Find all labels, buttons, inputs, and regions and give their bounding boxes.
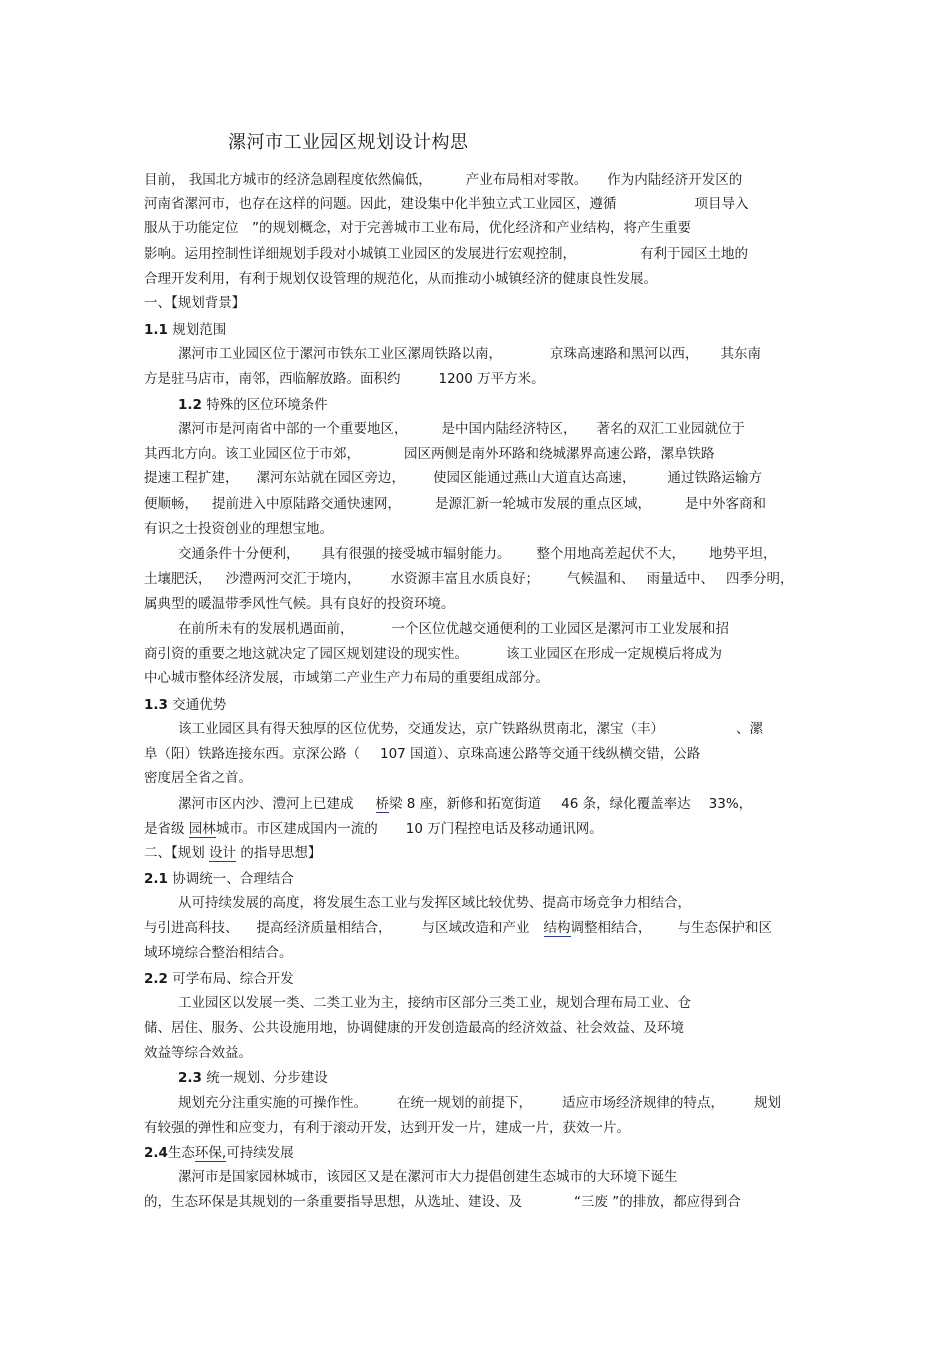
subsection-2-3-heading (178, 1068, 328, 1088)
text-run: 10 万门程控电话及移动通讯网。 (405, 821, 603, 837)
document-title: 漯河市工业园区规划设计构思 (228, 132, 469, 153)
hyperlink-word[interactable]: 设计 (209, 845, 237, 861)
section-1-heading: 一、【规划背景】 (144, 295, 246, 311)
section-title: 特殊的区位环境条件 (206, 397, 328, 413)
s12-p1-line-4 (144, 494, 766, 514)
s11-line-1 (178, 344, 761, 364)
text-run: 沙澧两河交汇于境内， (225, 571, 361, 587)
section-title: 统一规划、分步建设 (206, 1070, 328, 1086)
text-run: 气候温和、 (567, 571, 635, 587)
text-run: 方是驻马店市，南邻，西临解放路。面积约 (144, 371, 401, 387)
section-title: 可持续发展 (226, 1145, 294, 1161)
text-run: 目前， 我国北方城市的经济急剧程度依然偏低， (144, 172, 432, 188)
text-run: 水资源丰富且水质良好； (390, 571, 539, 587)
text-run: 阜（阳）铁路连接东西。京深公路（ (144, 746, 360, 762)
text-run: 、漯 (736, 721, 763, 737)
section-number: 2.3 (178, 1070, 202, 1086)
s21-line-2 (144, 918, 772, 938)
text-run: 交通条件十分便利， (178, 546, 300, 562)
text-run: 提高经济质量相结合， (256, 920, 392, 936)
s12-p2-line-3: 属典型的暖温带季风性气候。具有良好的投资环境。 (144, 596, 455, 612)
section-number: 2.1 (144, 871, 168, 887)
text-run: 该工业园区在形成一定规模后将成为 (506, 646, 722, 662)
text-run: 107 国道）、京珠高速公路等交通干线纵横交错，公路 (380, 746, 701, 762)
intro-line-4 (144, 244, 748, 264)
subsection-2-4-heading (144, 1143, 294, 1163)
section-title: 交通优势 (172, 697, 227, 713)
text-run: “三废 ”的排放，都应得到合 (574, 1194, 741, 1210)
text-run: 是中国内陆经济特区， (441, 421, 577, 437)
text-run: 的指导思想】 (240, 845, 322, 861)
text-run: 京珠高速路和黑河以西， (550, 346, 699, 362)
s12-p3-line-2 (144, 644, 722, 664)
text-run: 具有很强的接受城市辐射能力。 (321, 546, 511, 562)
intro-line-3: 服从于功能定位 ”的规划概念，对于完善城市工业布局，优化经济和产业结构，将产生重要 (144, 220, 691, 236)
section-title: 协调统一、合理结合 (172, 871, 294, 887)
text-run: 漯河市区内沙、澧河上已建成 (178, 796, 354, 812)
text-run: 河南省漯河市，也存在这样的问题。因此，建设集中化半独立式工业园区，遵循 (144, 196, 617, 212)
text-run: 是源汇新一轮城市发展的重点区域， (435, 496, 651, 512)
section-number: 1.2 (178, 397, 202, 413)
s12-p1-line-1 (178, 419, 745, 439)
text-run: 城市。市区建成国内一流的 (215, 821, 378, 837)
text-run: 项目导入 (694, 196, 749, 212)
hyperlink-word[interactable]: 桥 (375, 796, 389, 812)
text-run: 适应市场经济规律的特点， (562, 1095, 724, 1111)
text-run: 是省级 (144, 821, 185, 837)
s13-p1-line-3: 密度居全省之首。 (144, 770, 252, 786)
hyperlink-word[interactable]: 园林 (188, 821, 216, 837)
s12-p1-line-5: 有识之士投资创业的理想宝地。 (144, 521, 333, 537)
s21-line-3: 域环境综合整治相结合。 (144, 945, 293, 961)
text-run: 提前进入中原陆路交通快速网， (212, 496, 401, 512)
text-run: 漯河市工业园区位于漯河市铁东工业区漯周铁路以南， (178, 346, 502, 362)
text-run: 规划充分注重实施的可操作性。 (178, 1095, 367, 1111)
hyperlink-word[interactable]: 环保, (194, 1145, 227, 1161)
s11-line-2 (144, 369, 545, 389)
text-run: 作为内陆经济开发区的 (607, 172, 743, 188)
s13-p1-line-1 (178, 719, 763, 739)
text-run: 一个区位优越交通便利的工业园区是漯河市工业发展和招 (391, 621, 729, 637)
section-2-heading (144, 843, 321, 863)
text-run: 整个用地高差起伏不大， (536, 546, 685, 562)
text-run: 四季分明， (726, 571, 794, 587)
text-run: 与生态保护和区 (677, 920, 772, 936)
s24-line-1: 漯河市是国家园林城市，该园区又是在漯河市大力提倡创建生态城市的大环境下诞生 (178, 1169, 678, 1185)
section-number: 2.4 (144, 1145, 168, 1161)
text-run: 便顺畅， (144, 496, 198, 512)
s22-line-1: 工业园区以发展一类、二类工业为主，接纳市区部分三类工业，规划合理布局工业、仓 (178, 995, 691, 1011)
text-run: 46 条，绿化覆盖率达 (561, 796, 691, 812)
text-run: 在前所未有的发展机遇面前， (178, 621, 354, 637)
text-run: 影响。运用控制性详细规划手段对小城镇工业园区的发展进行宏观控制， (144, 246, 576, 262)
s13-p1-line-2 (144, 744, 700, 764)
hyperlink-word[interactable]: 结构 (543, 920, 571, 936)
text-run: 该工业园区具有得天独厚的区位优势，交通发达，京广铁路纵贯南北，漯宝（丰） (178, 721, 664, 737)
text-run: 提速工程扩建， (144, 470, 239, 486)
s12-p1-line-2 (144, 444, 715, 464)
intro-line-5: 合理开发利用，有利于规划仅设管理的规范化，从而推动小城镇经济的健康良性发展。 (144, 271, 657, 287)
section-title: 可学布局、综合开发 (172, 971, 294, 987)
text-run: 雨量适中、 (646, 571, 714, 587)
s22-line-2: 储、居住、服务、公共设施用地，协调健康的开发创造最高的经济效益、社会效益、及环境 (144, 1020, 684, 1036)
section-number: 1.3 (144, 697, 168, 713)
s12-p3-line-3: 中心城市整体经济发展，市域第二产业生产力布局的重要组成部分。 (144, 670, 549, 686)
subsection-1-1-heading (144, 320, 226, 340)
text-run: 著名的双汇工业园就位于 (596, 421, 745, 437)
subsection-1-3-heading (144, 695, 226, 715)
text-run: 与区域改造和产业 (421, 920, 530, 936)
text-run: 产业布局相对零散。 (465, 172, 588, 188)
section-title: 规划范围 (172, 322, 227, 338)
section-number: 2.2 (144, 971, 168, 987)
s23-line-1 (178, 1093, 781, 1113)
text-run: 其西北方向。该工业园区位于市郊， (144, 446, 360, 462)
subsection-2-1-heading (144, 869, 294, 889)
s23-line-2: 有较强的弹性和应变力，有利于滚动开发，达到开发一片，建成一片，获效一片。 (144, 1120, 630, 1136)
text-run: 有利于园区土地的 (640, 246, 748, 262)
s21-line-1: 从可持续发展的高度，将发展生态工业与发挥区域比较优势、提高市场竞争力相结合， (178, 895, 691, 911)
intro-line-2 (144, 194, 749, 214)
text-run: 1200 万平方米。 (438, 371, 545, 387)
s13-p2-line-1 (178, 794, 752, 814)
section-number: 1.1 (144, 322, 168, 338)
text-run: 地势平坦， (709, 546, 777, 562)
s12-p3-line-1 (178, 619, 729, 639)
subsection-2-2-heading (144, 969, 294, 989)
text-run: 园区两侧是南外环路和绕城漯界高速公路，漯阜铁路 (404, 446, 715, 462)
s12-p2-line-2 (144, 569, 794, 589)
text-run: 在统一规划的前提下， (397, 1095, 532, 1111)
text-run: 33%， (708, 796, 753, 812)
s24-line-2 (144, 1192, 741, 1212)
text-run: 漯河东站就在园区旁边， (256, 470, 405, 486)
intro-line-1 (144, 170, 742, 190)
subsection-1-2-heading (178, 395, 328, 415)
section-title: 生态 (167, 1145, 195, 1161)
text-run: 商引资的重要之地这就决定了园区规划建设的现实性。 (144, 646, 468, 662)
text-run: 调整相结合， (570, 920, 652, 936)
text-run: 漯河市是河南省中部的一个重要地区， (178, 421, 408, 437)
s12-p2-line-1 (178, 544, 777, 564)
text-run: 通过铁路运输方 (667, 470, 762, 486)
text-run: 二、【规划 (144, 845, 205, 861)
s22-line-3: 效益等综合效益。 (144, 1045, 252, 1061)
text-run: 土壤肥沃， (144, 571, 212, 587)
text-run: 的，生态环保是其规划的一条重要指导思想，从选址、建设、及 (144, 1194, 522, 1210)
s12-p1-line-3 (144, 468, 762, 488)
text-run: 其东南 (720, 346, 761, 362)
text-run: 是中外客商和 (685, 496, 766, 512)
text-run: 与引进高科技、 (144, 920, 239, 936)
text-run: 使园区能通过燕山大道直达高速， (433, 470, 636, 486)
text-run: 规划 (754, 1095, 781, 1111)
s13-p2-line-2 (144, 819, 603, 839)
text-run: 梁 8 座，新修和拓宽街道 (389, 796, 542, 812)
